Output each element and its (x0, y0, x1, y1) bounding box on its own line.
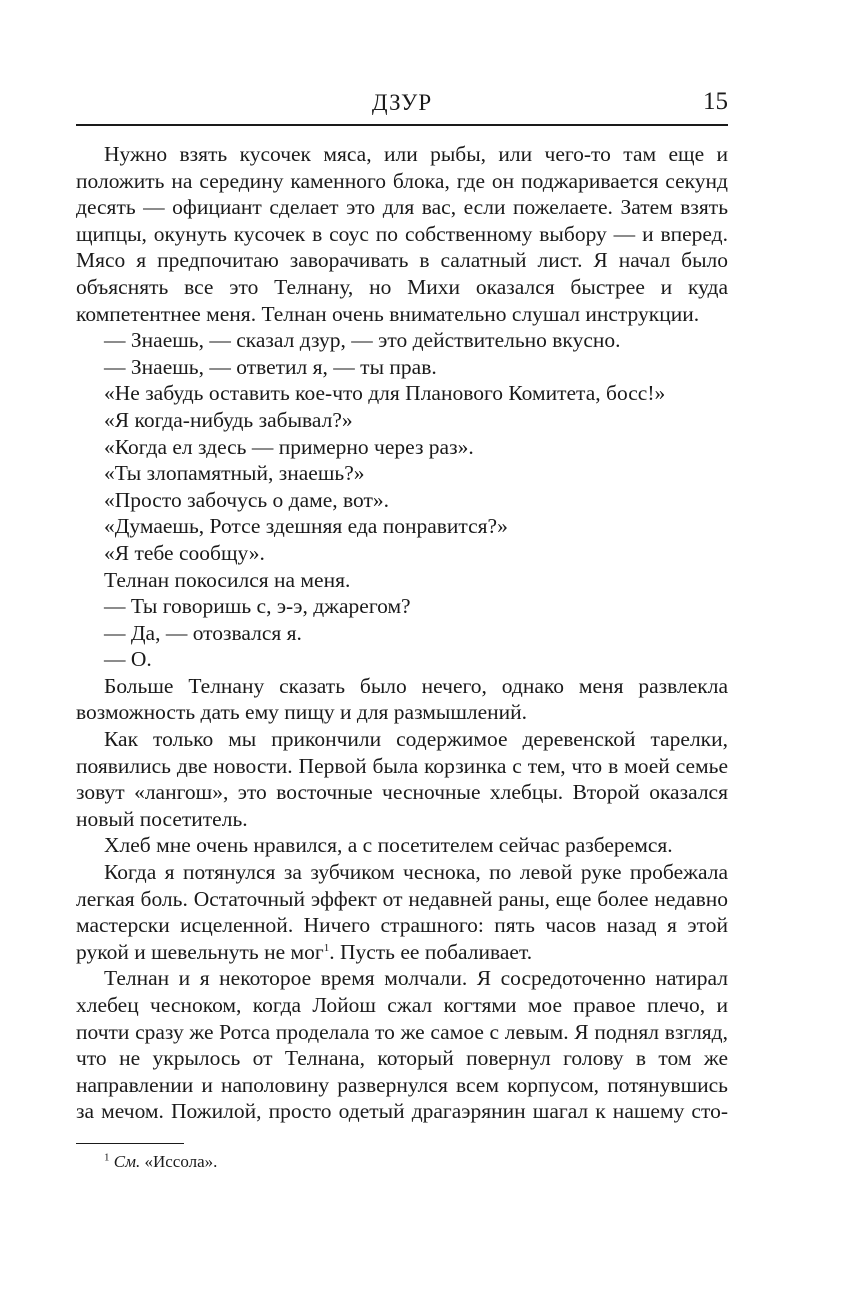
dialogue-line: — Ты говоришь с, э-э, джарегом? (104, 594, 411, 619)
paragraph: Хлеб мне очень нравился, а с посетителем сейчас разберемся. (104, 833, 673, 858)
footnote-marker: 1 (104, 1151, 110, 1164)
dialogue-line: — Да, — отозвался я. (104, 620, 302, 645)
paragraph: Больше Телнану сказать было нечего, однако меня развлекла возможность дать ему пищу и для размышлений. (76, 673, 728, 725)
body-text (76, 141, 728, 1125)
page-number: 15 (703, 88, 728, 115)
running-header (76, 86, 728, 122)
footnote-rule (76, 1143, 184, 1144)
dialogue-line: «Думаешь, Ротсе здешняя еда понравится?» (104, 514, 508, 539)
paragraph-text: Когда я потянулся за зубчиком чеснока, по левой руке пробежала легкая боль. Остаточный эффект от недавней раны, еще более недавно мастерски исцеленной. Ничего страшного: пять часов назад я этой рукой и шевельнуть не мог (76, 860, 728, 964)
paragraph (76, 859, 728, 965)
running-title: ДЗУР (371, 90, 433, 115)
header-rule (76, 124, 728, 126)
paragraph: Телнан покосился на меня. (104, 567, 351, 592)
dialogue-line: — Знаешь, — ответил я, — ты прав. (104, 354, 437, 379)
dialogue-line: «Когда ел здесь — примерно через раз». (104, 434, 474, 459)
dialogue-line: «Просто забочусь о даме, вот». (104, 487, 390, 512)
footnote-abbr: См. (113, 1152, 141, 1171)
footnote-ref: 1 (323, 941, 330, 954)
dialogue-line: — Знаешь, — сказал дзур, — это действительно вкусно. (104, 328, 621, 353)
paragraph: Телнан и я некоторое время молчали. Я сосредоточенно натирал хлебец чесноком, когда Лойош сжал когтями мое правое плечо, и почти сразу же Ротса проделала то же самое с левым. Я поднял взгляд, что не укрылось от Телнана, который повернул голову в том же направлении и наполовину развернулся всем корпусом, потянувшись за мечом. Пожилой, просто одетый драгаэрянин шагал к нашему сто- (76, 966, 728, 1124)
paragraph-text: . Пусть ее побаливает. (329, 939, 533, 964)
footnote-text: «Иссола». (140, 1152, 218, 1171)
dialogue-line: — О. (104, 647, 152, 672)
paragraph: Как только мы прикончили содержимое деревенской тарелки, появились две новости. Первой была корзинка с тем, что в моей семье зовут «лангош», это восточные чесночные хлебцы. Второй оказался новый посетитель. (76, 727, 728, 831)
dialogue-line: «Я когда-нибудь забывал?» (104, 407, 353, 432)
paragraph: Нужно взять кусочек мяса, или рыбы, или чего-то там еще и положить на середину каменного блока, где он поджаривается секунд десять — официант сделает это для вас, если пожелаете. Затем взять щипцы, окунуть кусочек в соус по собственному выбору — и вперед. Мясо я предпочитаю заворачивать в салатный лист. Я начал было объяснять все это Телнану, но Михи оказался быстрее и куда компетентнее меня. Телнан очень внимательно слушал инструкции. (76, 142, 728, 326)
footnote (104, 1152, 217, 1172)
dialogue-line: «Не забудь оставить кое-что для Планового Комитета, босс!» (104, 381, 666, 406)
dialogue-line: «Я тебе сообщу». (104, 540, 265, 565)
dialogue-line: «Ты злопамятный, знаешь?» (104, 461, 365, 486)
